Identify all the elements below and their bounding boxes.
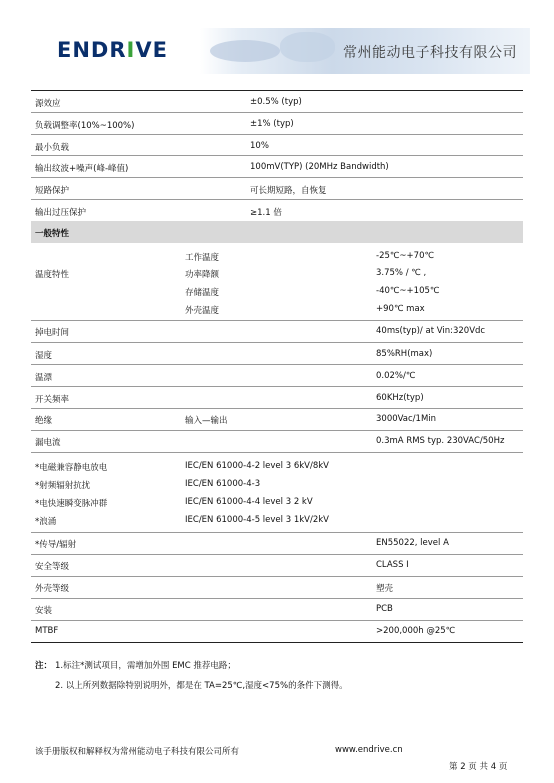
row-divider: [31, 177, 523, 178]
temp-item-value: -40℃~+105℃: [376, 286, 440, 296]
row-label: *传导/辐射: [35, 540, 77, 550]
row-value: 塑壳: [376, 584, 394, 594]
row-divider: [31, 532, 523, 533]
row-label: 漏电流: [35, 438, 61, 448]
row-label: 安装: [35, 606, 53, 616]
row-value: ≥1.1 倍: [250, 208, 282, 218]
row-label: 最小负载: [35, 143, 70, 153]
row-divider: [31, 320, 523, 321]
table-bottom-border: [31, 642, 523, 643]
company-logo: ENDRIVE: [57, 38, 168, 62]
row-divider: [31, 554, 523, 555]
row-value: CLASS Ⅰ: [376, 560, 409, 570]
row-value: EN55022, level A: [376, 538, 449, 548]
row-label: 湿度: [35, 351, 53, 361]
row-label: 外壳等级: [35, 584, 70, 594]
temp-item-name: 工作温度: [185, 253, 220, 263]
row-value: 3000Vac/1Min: [376, 414, 437, 424]
emc-label: *射频辐射抗扰: [35, 481, 91, 491]
company-name: 常州能动电子科技有限公司: [343, 45, 517, 61]
row-divider: [31, 598, 523, 599]
footer-website: www.endrive.cn: [335, 745, 403, 755]
emc-value: IEC/EN 61000-4-2 level 3 6kV/8kV: [185, 461, 329, 471]
row-value: 0.3mA RMS typ. 230VAC/50Hz: [376, 436, 505, 446]
row-divider: [31, 199, 523, 200]
row-value: 可长期短路，自恢复: [250, 186, 327, 196]
emc-label: *电磁兼容静电放电: [35, 463, 108, 473]
row-label: 输出过压保护: [35, 208, 87, 218]
table-top-border: [31, 90, 523, 91]
row-label: 温漂: [35, 373, 53, 383]
row-label: MTBF: [35, 626, 59, 636]
row-label: 源效应: [35, 99, 61, 109]
row-label: 开关频率: [35, 395, 70, 405]
footer-page-number: 第 2 页 共 4 页: [449, 762, 508, 772]
row-label: 短路保护: [35, 186, 70, 196]
row-divider: [31, 408, 523, 409]
emc-label: *电快速瞬变脉冲群: [35, 499, 108, 509]
row-value: >200,000h @25℃: [376, 626, 456, 636]
row-label: 绝缘: [35, 416, 53, 426]
row-value: PCB: [376, 604, 393, 614]
temp-item-name: 功率降额: [185, 270, 220, 280]
notes-prefix: 注：: [35, 661, 53, 671]
emc-label: *浪涌: [35, 517, 57, 527]
row-value: 40ms(typ)/ at Vin:320Vdc: [376, 326, 486, 336]
row-divider: [31, 620, 523, 621]
temp-item-name: 外壳温度: [185, 306, 220, 316]
map-continent-shape: [210, 40, 280, 62]
emc-value: IEC/EN 61000-4-5 level 3 1kV/2kV: [185, 515, 329, 525]
row-label: 掉电时间: [35, 328, 70, 338]
row-divider: [31, 342, 523, 343]
note-2: 2. 以上所列数据除特别说明外，都是在 TA=25℃,湿度<75%的条件下测得。: [55, 681, 348, 691]
row-divider: [31, 364, 523, 365]
row-label: 安全等级: [35, 562, 70, 572]
footer-copyright: 该手册版权和解释权为常州能动电子科技有限公司所有: [35, 747, 240, 757]
note-1: 1.标注*测试项目，需增加外围 EMC 推荐电路；: [55, 661, 236, 671]
row-label: 输出纹波+噪声(峰-峰值): [35, 164, 129, 174]
row-divider: [31, 134, 523, 135]
temp-item-name: 存储温度: [185, 288, 220, 298]
row-value: 10%: [250, 141, 269, 151]
row-divider: [31, 576, 523, 577]
temp-item-value: 3.75% / ℃ ,: [376, 268, 427, 278]
emc-value: IEC/EN 61000-4-3: [185, 479, 261, 489]
row-divider: [31, 430, 523, 431]
section-header-background: [31, 221, 523, 243]
map-continent-shape: [280, 32, 335, 62]
row-value: ±0.5% (typ): [250, 97, 302, 107]
row-divider: [31, 155, 523, 156]
section-title: 一般特性: [35, 229, 70, 239]
row-value: 60KHz(typ): [376, 393, 424, 403]
row-value: ±1% (typ): [250, 119, 294, 129]
row-label: 负载调整率(10%~100%): [35, 121, 135, 131]
row-value: 85%RH(max): [376, 349, 433, 359]
row-sub-label: 输入—输出: [185, 416, 228, 426]
row-value: 0.02%/℃: [376, 371, 416, 381]
row-divider: [31, 112, 523, 113]
row-label: 温度特性: [35, 270, 70, 280]
temp-item-value: -25℃~+70℃: [376, 251, 435, 261]
row-value: 100mV(TYP) (20MHz Bandwidth): [250, 162, 389, 172]
temp-item-value: +90℃ max: [376, 304, 425, 314]
row-divider: [31, 452, 523, 453]
emc-value: IEC/EN 61000-4-4 level 3 2 kV: [185, 497, 313, 507]
row-divider: [31, 386, 523, 387]
